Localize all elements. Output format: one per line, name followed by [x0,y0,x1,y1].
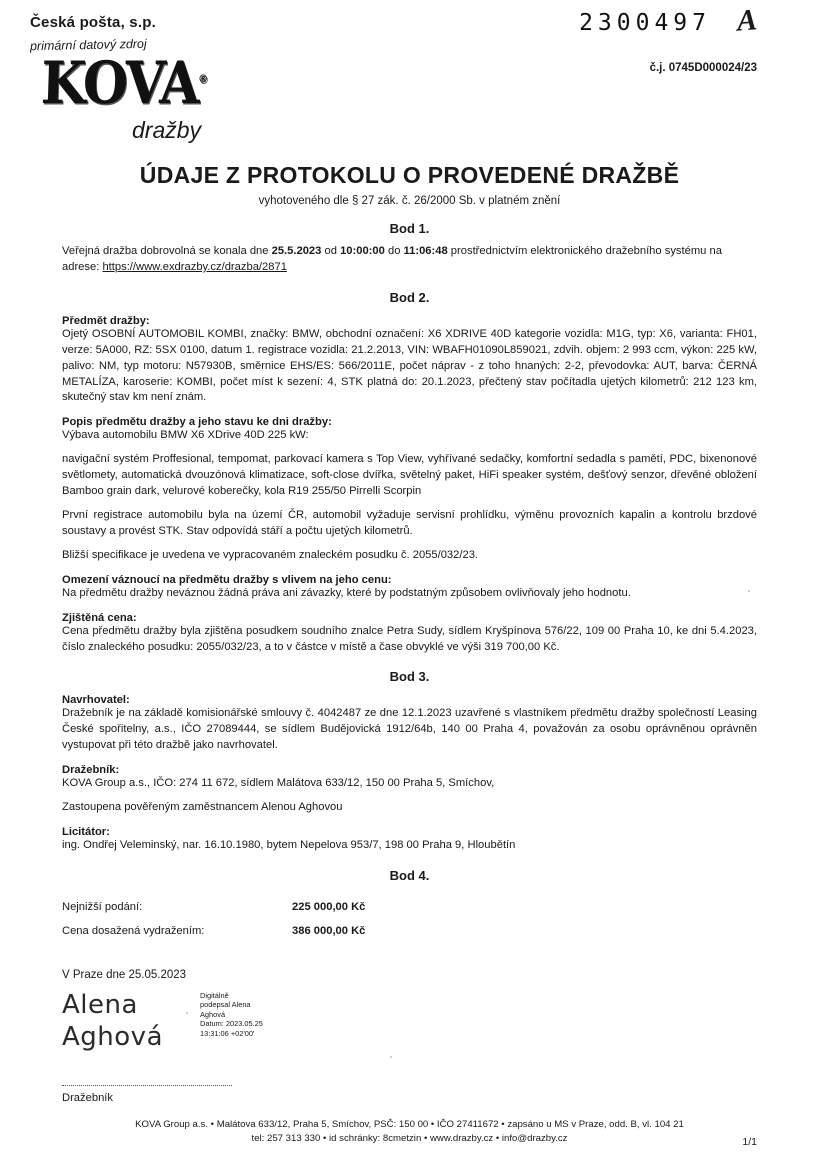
minimum-bid-label: Nejnižší podání: [62,900,143,913]
post-company-subtitle: primární datový zdroj [29,36,147,54]
signature-divider [62,1085,232,1086]
minimum-bid-value: 225 000,00 Kč [292,900,366,913]
signature-name-line-2: Aghová [62,1022,163,1053]
licitator-label: Licitátor: [62,825,110,838]
table-row [62,895,757,919]
auctioneer-label: Dražebník: [62,764,120,777]
signature-role: Dražebník [62,1091,113,1104]
description-paragraph-4: Bližší specifikace je uvedena ve vypracovaném znaleckém posudku č. 2055/032/23. [62,548,479,561]
kova-logo-subtitle: dražby [132,117,202,143]
page-subtitle: vyhotoveného dle § 27 zák. č. 26/2000 Sb. v platném znění [258,195,561,207]
signature-meta-line-3: Aghová [200,1009,226,1019]
page-title: ÚDAJE Z PROTOKOLU O PROVEDENÉ DRAŽBĚ [139,162,680,188]
amounts-table [62,895,757,943]
proposer-text: Dražebník je na základě komisionářské smlouvy č. 4042487 ze dne 12.1.2023 uzavřené s vlastníkem předmětu dražby společností Leasing České spořitelny, a.s., IČO 27089444, se sídlem Budějovická 1912/64b, 140 00 Praha 4, považován za osobu oprávněnou oprávněn vystupovat při této dražbě jako navrhovatel. [62,707,757,752]
bod1-text-c: do [384,245,404,257]
final-price-label: Cena dosažená vydražením: [62,924,205,937]
scan-speck [186,1012,188,1014]
scan-speck [390,1056,392,1058]
digital-signature-meta [200,991,310,1038]
kova-logo [40,49,252,144]
section-heading-bod4: Bod 4. [389,867,430,883]
encumbrance-text: Na předmětu dražby neváznou žádná práva ani závazky, které by podstatným způsobem ovlivňovaly jeho hodnotu. [62,586,631,599]
footer-line-1: KOVA Group a.s. • Malátova 633/12, Praha 5, Smíchov, PSČ: 150 00 • IČO 27411672 • zapsáno u MS v Praze, odd. B, vl. 104 21 [135,1119,684,1131]
document-reference: č.j. 0745D000024/23 [649,62,757,74]
section-heading-bod3: Bod 3. [389,669,430,685]
page-number: 1/1 [742,1136,757,1148]
document-body [0,221,819,1104]
signature-place-date: V Praze dne 25.05.2023 [62,968,187,981]
scan-speck [748,590,750,592]
bod1-text-d: prostřednictvím elektronického dražebního systému na adrese: [62,245,722,273]
description-paragraph-2: navigační systém Proffesional, tempomat, parkovací kamera s Top View, vyhřívané sedačky, komfortní sedadla s pamětí, PDC, bixenonové světlomety, automatická dvouzónová klimatizace, soft-close dvířka, světelný paket, HiFi speaker systém, dešťový senzor, dřevěné obložení Bamboo grain dark, velurové koberečky, kola R19 255/50 Pirrelli Scorpin [62,453,757,498]
stamp-number: 2300497 [579,10,711,36]
encumbrance-label: Omezení váznoucí na předmětu dražby s vlivem na jeho cenu: [62,573,392,586]
appraised-price-label: Zjištěná cena: [62,611,137,624]
footer-line-2: tel: 257 313 330 • id schránky: 8cmetzin • www.drazby.cz • info@drazby.cz [251,1133,568,1145]
bod1-text-a: Veřejná dražba dobrovolná se konala dne [62,245,272,257]
document-footer [0,1118,819,1146]
auction-url-link[interactable]: https://www.exdrazby.cz/drazba/2871 [102,260,287,273]
post-company-name: Česká pošta, s.p. [30,14,156,31]
licitator-text: ing. Ondřej Veleminský, nar. 16.10.1980, bytem Nepelova 953/7, 198 00 Praha 9, Hloubětín [62,838,516,851]
subject-label: Předmět dražby: [62,314,150,327]
auction-time-from: 10:00:00 [340,245,385,257]
description-paragraph-1: Výbava automobilu BMW X6 XDrive 40D 225 kW: [62,429,309,442]
proposer-label: Navrhovatel: [62,694,130,707]
auctioneer-line-2: Zastoupena pověřeným zaměstnancem Alenou Aghovou [62,801,343,814]
auction-time-to: 11:06:48 [403,245,448,257]
final-price-value: 386 000,00 Kč [292,924,366,937]
document-header [0,0,819,150]
signature-meta-line-2: podepsal Alena [200,1000,251,1010]
kova-logo-text [40,49,252,118]
appraised-price-text: Cena předmětu dražby byla zjištěna posudkem soudního znalce Petra Sudy, sídlem Kryšpínova 576/22, 109 00 Praha 10, ke dni 5.4.2023, číslo znaleckého posudku: 2055/032/23, a to v částce v místě a čase obvyklé ve výši 319 700,00 Kč. [62,624,757,653]
signature-block [62,989,757,1081]
kova-logo-word: KOVA [40,49,200,118]
subject-text: Ojetý OSOBNÍ AUTOMOBIL KOMBI, značky: BMW, obchodní označení: X6 XDRIVE 40D kategorie vozidla: M1G, typ: X6, varianta: FH01, verze: 5A000, RZ: 5SX 0100, datum 1. registrace vozidla: 21.2.2013, VIN: WBAFH01090L859021, zdvih. objem: 2 993 ccm, výkon: 225 kW, palivo: NM, typ motoru: N57930B, směrnice EHS/ES: 566/2011E, počet náprav - z toho hnaných: 2-2, převodovka: AUT, barva: ČERNÁ METALÍZA, karoserie: KOMBI, počet míst k sezení: 4, STK platná do: 20.1.2023, přečtený stav počítadla ujetých kilometrů: 212 123 km, skutečný stav km není znám. [62,327,757,404]
signature-meta-line-5: 13:31:06 +02'00' [200,1028,255,1038]
signature-meta-line-4: Datum: 2023.05.25 [200,1019,263,1029]
signature-name-line-1: Alena [62,989,138,1020]
table-row [62,919,757,943]
registered-mark-icon: ® [197,73,207,86]
stamp-letter: A [735,3,759,38]
bod1-text-b: od [321,245,341,257]
section-heading-bod1: Bod 1. [389,221,430,236]
section-heading-bod2: Bod 2. [389,289,430,305]
bod1-paragraph [62,244,757,276]
signature-meta-line-1: Digitálně [200,990,229,1000]
description-label: Popis předmětu dražby a jeho stavu ke dni dražby: [62,416,332,429]
auction-date: 25.5.2023 [271,245,322,257]
description-paragraph-3: První registrace automobilu byla na území ČR, automobil vyžaduje servisní prohlídku, výměnu provozních kapalin a kontrolu brzdové soustavy a provést STK. Stav odpovídá stáří a počtu ujetých kilometrů. [62,508,757,537]
signature-name [62,989,757,1054]
auctioneer-line-1: KOVA Group a.s., IČO: 274 11 672, sídlem Malátova 633/12, 150 00 Praha 5, Smíchov, [62,777,495,790]
